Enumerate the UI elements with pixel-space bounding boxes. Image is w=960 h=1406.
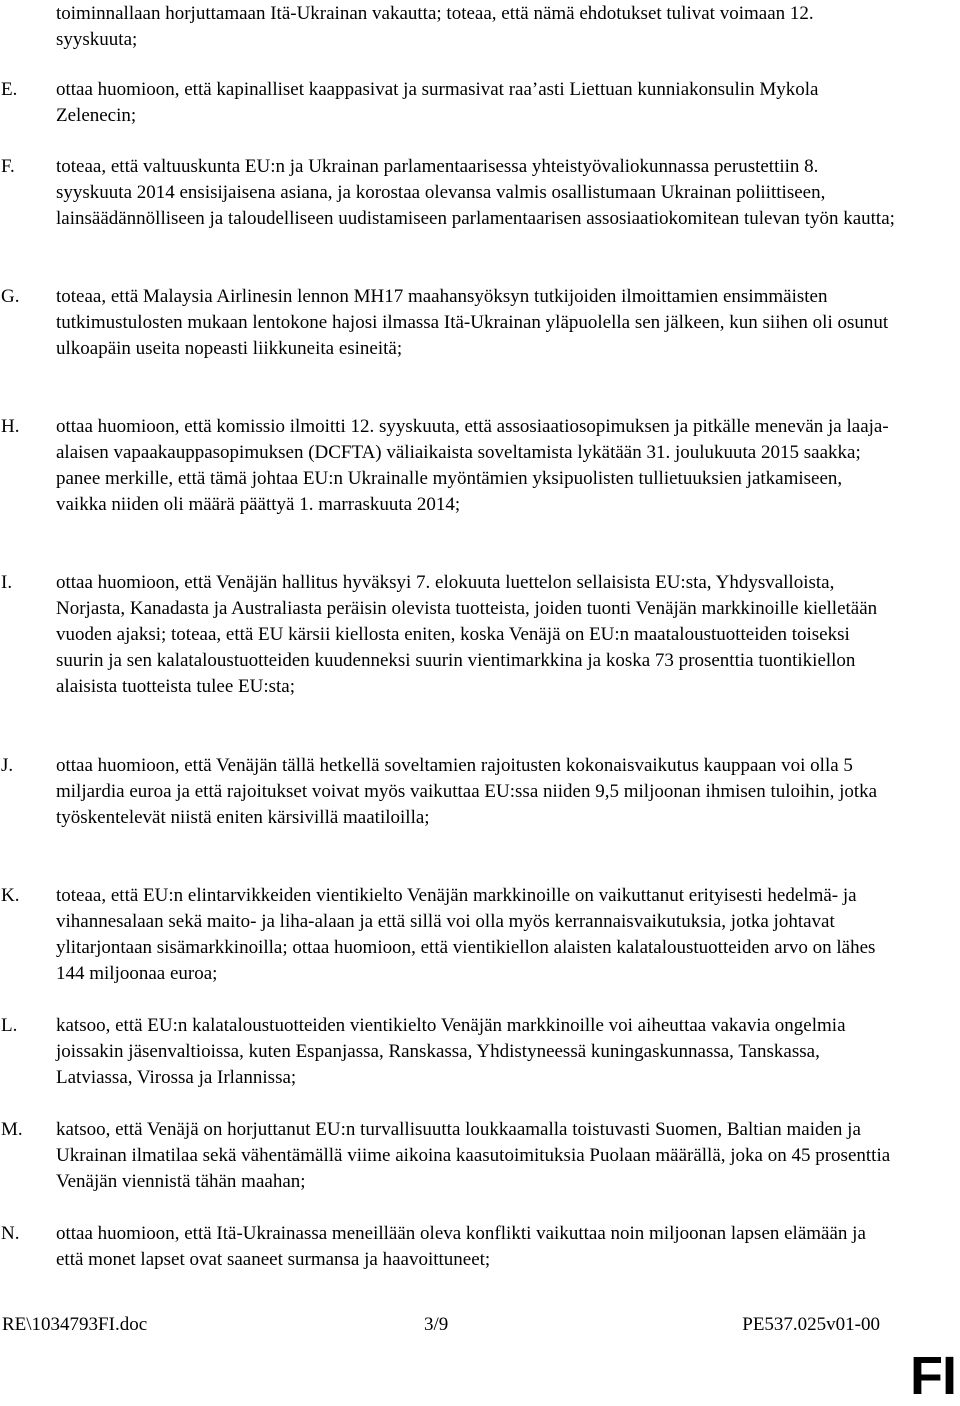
paragraph-label: L. — [1, 1015, 18, 1036]
paragraph-text: katsoo, että Venäjä on horjuttanut EU:n turvallisuutta loukkaamalla toistuvasti Suomen, Baltian maiden ja Ukrainan ilmatilaa sekä vähentämällä viime aikoina kaasutoimituksia Puolaan määrällä, joka on 45 prosenttia Venäjän viennistä tähän maahan; — [56, 1119, 891, 1192]
language-code: FI — [910, 1346, 956, 1406]
paragraph-g — [1, 284, 896, 362]
paragraph-text: ottaa huomioon, että Itä-Ukrainassa meneillään oleva konflikti vaikuttaa noin miljoonan lapsen elämään ja että monet lapset ovat saaneet surmansa ja haavoittuneet; — [56, 1223, 866, 1270]
paragraph-text: toteaa, että valtuuskunta EU:n ja Ukrainan parlamentaarisessa yhteistyövaliokunnassa perustettiin 8. syyskuuta 2014 ensisijaisena asiana, ja korostaa olevansa valmis osallistumaan Ukrainan poliittiseen, lainsäädännölliseen ja taloudelliseen uudistamiseen parlamentaarisen assosiaatiokomitean tulevan työn kautta; — [56, 156, 895, 229]
paragraph-label: E. — [1, 79, 18, 100]
paragraph-k — [1, 883, 896, 987]
paragraph-label: N. — [1, 1223, 20, 1244]
paragraph-l — [1, 1013, 896, 1091]
footer-document-reference: RE\1034793FI.doc — [2, 1314, 148, 1335]
paragraph-label: F. — [1, 156, 15, 177]
paragraph-n — [1, 1221, 896, 1273]
paragraph-text: ottaa huomioon, että kapinalliset kaappasivat ja surmasivat raa’asti Liettuan kunniakonsulin Mykola Zelenecin; — [56, 79, 819, 126]
paragraph-label: H. — [1, 416, 20, 437]
paragraph-label: J. — [1, 755, 14, 776]
paragraph-m — [1, 1117, 896, 1195]
paragraph-text: ottaa huomioon, että Venäjän tällä hetkellä soveltamien rajoitusten kokonaisvaikutus kauppaan voi olla 5 miljardia euroa ja että rajoitukset voivat myös vaikuttaa EU:ssa niiden 9,5 miljoonan ihmisen tuloihin, jotka työskentelevät niistä eniten kärsivillä maatiloilla; — [56, 755, 878, 828]
footer-page-number: 3/9 — [424, 1314, 449, 1335]
paragraph-text: toteaa, että EU:n elintarvikkeiden vientikielto Venäjän markkinoille on vaikuttanut erityisesti hedelmä- ja vihannesalaan sekä maito- ja liha-alaan ja että sillä voi olla myös kerrannaisvaikutuksia, jotka johtavat ylitarjontaan sisämarkkinoilla; ottaa huomioon, että vientikiellon alaisten kalataloustuotteiden arvo on lähes 144 miljoonaa euroa; — [56, 885, 876, 984]
paragraph-label: G. — [1, 286, 20, 307]
paragraph-j — [1, 753, 896, 831]
paragraph-text: toteaa, että Malaysia Airlinesin lennon MH17 maahansyöksyn tutkijoiden ilmoittamien ensimmäisten tutkimustulosten mukaan lentokone hajosi ilmassa Itä-Ukrainan yläpuolella sen jälkeen, kun siihen oli osunut ulkoapäin useita nopeasti liikkuneita esineitä; — [56, 286, 889, 359]
paragraph-i — [1, 570, 896, 700]
paragraph-continued — [56, 1, 896, 53]
footer-pe-reference: PE537.025v01-00 — [742, 1314, 880, 1335]
paragraph-text: toiminnallaan horjuttamaan Itä-Ukrainan vakautta; toteaa, että nämä ehdotukset tulivat voimaan 12. syyskuuta; — [56, 3, 814, 50]
paragraph-text: ottaa huomioon, että komissio ilmoitti 12. syyskuuta, että assosiaatiosopimuksen ja pitkälle menevän ja laaja-alaisen vapaakauppasopimuksen (DCFTA) väliaikaista soveltamista lykätään 31. joulukuuta 2015 saakka; panee merkille, että tämä johtaa EU:n Ukrainalle myöntämien yksipuolisten tullietuuksien jatkamiseen, vaikka niiden oli määrä päättyä 1. marraskuuta 2014; — [56, 416, 889, 515]
paragraph-f — [1, 154, 896, 232]
paragraph-label: I. — [1, 572, 13, 593]
paragraph-label: M. — [1, 1119, 23, 1140]
paragraph-h — [1, 414, 896, 518]
paragraph-label: K. — [1, 885, 20, 906]
paragraph-e — [1, 77, 896, 129]
paragraph-text: katsoo, että EU:n kalataloustuotteiden vientikielto Venäjän markkinoille voi aiheuttaa vakavia ongelmia joissakin jäsenvaltioissa, kuten Espanjassa, Ranskassa, Yhdistyneessä kuningaskunnassa, Tanskassa, Latviassa, Virossa ja Irlannissa; — [56, 1015, 846, 1088]
paragraph-text: ottaa huomioon, että Venäjän hallitus hyväksyi 7. elokuuta luettelon sellaisista EU:sta, Yhdysvalloista, Norjasta, Kanadasta ja Australiasta peräisin olevista tuotteista, joiden tuonti Venäjän markkinoille kielletään vuoden ajaksi; toteaa, että EU kärsii kiellosta eniten, koska Venäjä on EU:n maataloustuotteiden toiseksi suurin ja sen kalataloustuotteiden kuudenneksi suurin vientimarkkina ja koska 73 prosenttia tuontikiellon alaisista tuotteista tulee EU:sta; — [56, 572, 878, 697]
